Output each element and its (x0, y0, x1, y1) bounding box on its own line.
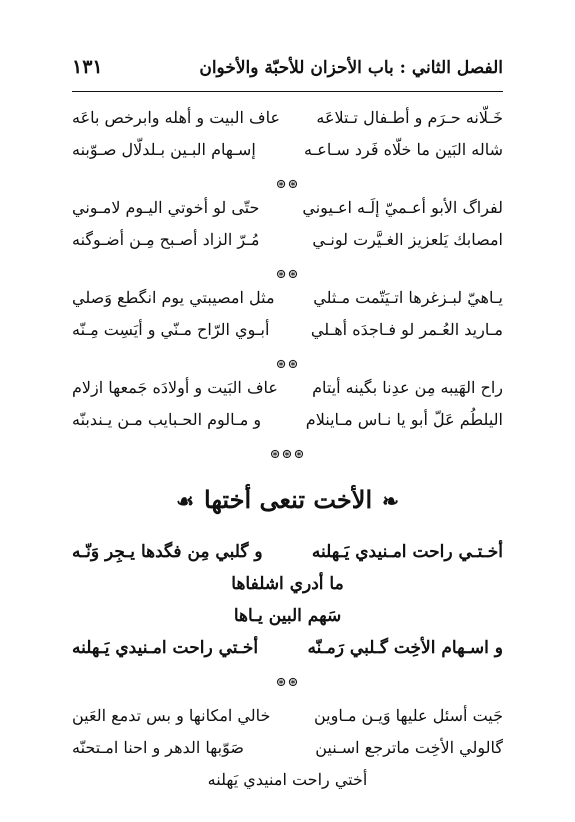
section-title-text: الأخت تنعى أختها (204, 485, 373, 514)
couplet (72, 140, 503, 172)
page-content (72, 108, 503, 802)
hemistich-right: راح الهَيبه مِن عدِنا بگينه أيتام (312, 378, 503, 397)
stanza-separator: ⊛⊛ (275, 177, 300, 192)
couplet (72, 320, 503, 352)
hemistich-left: مُـرّ الزاد أصـبح مِـن أضـوگنه (72, 230, 260, 249)
hemistich-left: أبـوي الرّاح مـنّي و أيَسِت مِـنّه (72, 320, 270, 339)
couplet (72, 706, 503, 738)
hemistich-right: يـاهيّ لبـزغرها اتـيَتّمت مـثلي (313, 288, 503, 307)
poem-line (72, 542, 503, 574)
page-number: ١٣١ (72, 56, 103, 78)
hemistich-right: و اسـهام الأخِت گـلبي رَمـنّه (307, 638, 503, 658)
couplet (72, 108, 503, 140)
couplet (72, 410, 503, 442)
hemistich-left: خالي امكانها و بس تدمع العَين (72, 706, 271, 725)
hemistich-left: صَوّبها الدهر و احنا امـتحنّه (72, 738, 244, 757)
closing-verse: أختي راحت امنيدي يَهلنه (207, 770, 368, 789)
hemistich-right: أخـتـي راحت امـنيدي يَـهلنه (311, 542, 503, 562)
hemistich-left: و مـالوم الحـبايب مـن يـندبنّه (72, 410, 262, 429)
couplet (72, 288, 503, 320)
hemistich-right: خَـلّانه حـرَم و أطـفال تـتلاعَه (316, 108, 503, 127)
hemistich-left: أخـتي راحت امـنيدي يَـهلنه (72, 638, 259, 658)
stanza-separator: ⊛⊛ (275, 675, 300, 690)
header-rule (72, 91, 503, 92)
hemistich-left: مثل امصيبتي يوم انگطع وَصلي (72, 288, 275, 307)
couplet (72, 230, 503, 262)
hemistich-left: عاف البَيت و أولادَه جَمعها ازلام (72, 378, 278, 397)
couplet (72, 738, 503, 770)
hemistich-right: گالولي الأخِت ماترجع اسـنين (315, 738, 503, 757)
section-separator: ⊛⊛⊛ (269, 447, 306, 462)
hemistich-left: إسـهام البـين بـلدلّال صـوّبنه (72, 140, 256, 159)
ornament-icon: ☙ (176, 489, 195, 513)
couplet (72, 198, 503, 230)
section-title (72, 468, 503, 532)
poem-line (72, 638, 503, 670)
hemistich-right: مـاريد العُـمر لو فـاجدَه أهـلي (310, 320, 503, 339)
hemistich-right: اليلطُم عَلّ أبو يا نـاس مـاينلام (305, 410, 503, 429)
chapter-title: الفصل الثاني : باب الأحزان للأحبّة والأخوان (199, 58, 503, 78)
centered-verse: ما أدري اشلفاها (231, 574, 344, 594)
stanza-separator: ⊛⊛ (275, 267, 300, 282)
hemistich-right: لفراگ الأبو أعـميّ إلَـه اعـيوني (302, 198, 503, 217)
couplet (72, 378, 503, 410)
hemistich-left: عاف البيت و أهله وابرخص باعَه (72, 108, 281, 127)
hemistich-right: امصابك يَلعزيز الغـيَّرت لونـي (312, 230, 503, 249)
ornament-icon: ❧ (382, 489, 399, 513)
page-header (72, 52, 503, 92)
hemistich-right: جَيت أسئل عليها وَيـن مـاوين (313, 706, 503, 725)
hemistich-left: و گلبي مِن فگدها يـجِر وَنّـه (72, 542, 263, 562)
stanza-separator: ⊛⊛ (275, 357, 300, 372)
hemistich-right: شاله البَين ما خلّاه فَرد سـاعـه (304, 140, 503, 159)
hemistich-left: حتّى لو أخوتي اليـوم لامـوني (72, 198, 260, 217)
centered-verse: سَهم البين يـاها (233, 606, 342, 626)
